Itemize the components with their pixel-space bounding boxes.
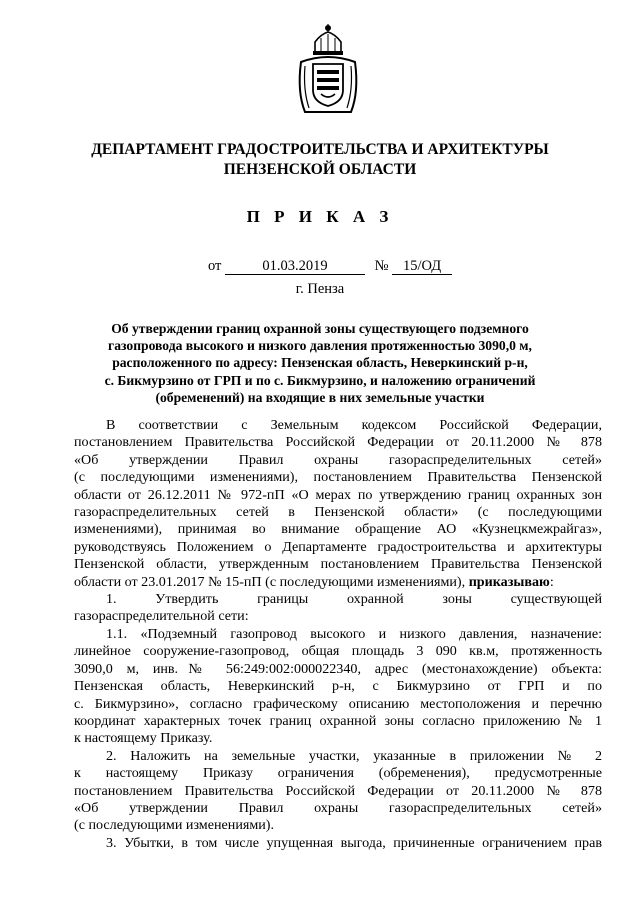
body-line: линейное сооружение-газопровод, общая площадь 3 090 кв.м, протяженность bbox=[74, 643, 602, 660]
body-line: 3. Убытки, в том числе упущенная выгода, причиненные ограничением прав bbox=[106, 834, 602, 851]
document-subject bbox=[60, 320, 580, 406]
body-line: постановлением Правительства Российской Федерации от 20.11.2000 № 878 bbox=[74, 434, 602, 451]
body-line: изменениями), принимая во внимание обращение АО «Кузнецкмежрайгаз», bbox=[74, 521, 602, 538]
number-prefix: № bbox=[374, 258, 389, 274]
body-line: (с последующими изменениями). bbox=[74, 817, 275, 834]
body-line: «Об утверждении Правил охраны газораспределительных сетей» bbox=[74, 451, 602, 468]
body-line: (с последующими изменениями), постановлением Правительства Пензенской bbox=[74, 469, 602, 486]
document-date: 01.03.2019 bbox=[225, 258, 365, 275]
body-line: 1. Утвердить границы охранной зоны существующей bbox=[106, 591, 602, 608]
body-line: постановлением Правительства Российской Федерации от 20.11.2000 № 878 bbox=[74, 782, 602, 799]
paragraph-preamble bbox=[74, 417, 602, 591]
city: г. Пенза bbox=[295, 281, 345, 297]
department-name-line-2: ПЕНЗЕНСКОЙ ОБЛАСТИ bbox=[223, 161, 417, 178]
date-number-line bbox=[208, 258, 452, 275]
document-number: 15/ОД bbox=[392, 258, 452, 275]
date-prefix: от bbox=[208, 258, 222, 274]
paragraph-item-3 bbox=[74, 835, 602, 852]
body-line: «Об утверждении Правил охраны газораспределительных сетей» bbox=[74, 799, 602, 816]
body-line: 2. Наложить на земельные участки, указанные в приложении № 2 bbox=[106, 747, 602, 764]
order-keyword: приказываю bbox=[468, 573, 550, 590]
document-type-title: П Р И К А З bbox=[246, 207, 394, 226]
body-text: : bbox=[549, 573, 554, 590]
paragraph-item-1-1 bbox=[74, 626, 602, 748]
body-line: газораспределительной сети: bbox=[74, 608, 249, 625]
paragraph-item-1 bbox=[74, 591, 602, 626]
body-line bbox=[74, 574, 602, 591]
document-body bbox=[74, 417, 602, 852]
body-line: 3090,0 м, инв.№ 56:249:002:000022340, адрес (местонахождение) объекта: bbox=[74, 660, 602, 677]
coat-of-arms-emblem bbox=[295, 22, 361, 118]
body-text: области от 23.01.2017 № 15-пП (с последующими изменениями), bbox=[74, 573, 466, 590]
paragraph-item-2 bbox=[74, 748, 602, 835]
subject-line: расположенного по адресу: Пензенская область, Неверкинский р-н, bbox=[112, 355, 528, 371]
subject-line: (обременений) на входящие в них земельные участки bbox=[155, 389, 485, 405]
body-line: Пензенская область, Неверкинский р-н, с Бикмурзино от ГРП и по bbox=[74, 678, 602, 695]
body-line: с. Бикмурзино», согласно графическому описанию местоположения и перечню bbox=[74, 695, 602, 712]
department-name-line-1: ДЕПАРТАМЕНТ ГРАДОСТРОИТЕЛЬСТВА И АРХИТЕКТУРЫ bbox=[91, 141, 549, 158]
body-line: руководствуясь Положением о Департаменте градостроительства и архитектуры bbox=[74, 538, 602, 555]
subject-line: с. Бикмурзино от ГРП и по с. Бикмурзино, и наложению ограничений bbox=[104, 372, 536, 388]
subject-line: Об утверждении границ охранной зоны существующего подземного bbox=[111, 321, 529, 336]
body-line: области от 26.12.2011 № 972-пП «О мерах по утверждению границ охранных зон bbox=[74, 486, 602, 503]
body-line: координат характерных точек границ охранной зоны согласно приложению № 1 bbox=[74, 712, 602, 729]
subject-line: газопровода высокого и низкого давления протяженностью 3090,0 м, bbox=[108, 338, 532, 354]
body-line: 1.1. «Подземный газопровод высокого и низкого давления, назначение: bbox=[106, 625, 602, 642]
body-line: к настоящему Приказу ограничения (обременения), предусмотренные bbox=[74, 765, 602, 782]
body-line: В соответствии с Земельным кодексом Российской Федерации, bbox=[106, 417, 602, 433]
body-line: Пензенской области, утвержденным постановлением Правительства Пензенской bbox=[74, 556, 602, 573]
body-line: газораспределительных сетей в Пензенской области» (с последующими bbox=[74, 504, 602, 521]
body-line: к настоящему Приказу. bbox=[74, 730, 213, 747]
